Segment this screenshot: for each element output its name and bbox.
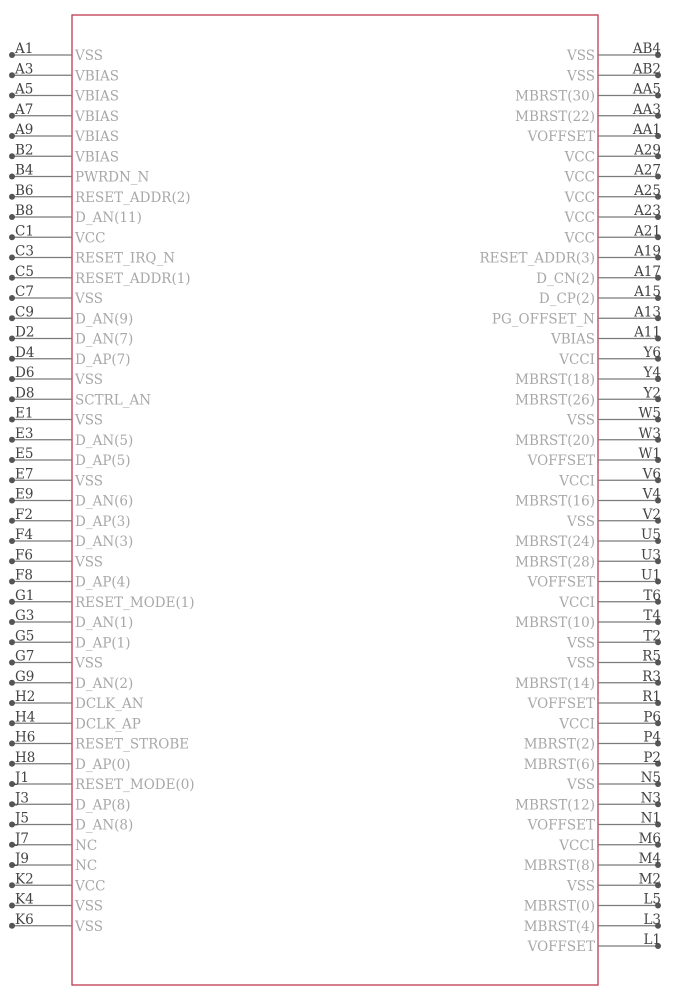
pin-name-label: D_AP(7) [75,351,131,368]
pin-name-label: MBRST(0) [523,898,595,915]
pin-name-label: VCC [564,189,595,206]
pin-name-label: PG_OFFSET_N [491,311,595,328]
pin-r1[interactable] [527,689,661,712]
pin-number: AB2 [632,61,661,78]
pin-name-label: VOFFSET [527,453,595,469]
pin-number: F6 [15,547,33,564]
pin-number: A27 [634,162,661,179]
pin-number: J7 [15,830,30,847]
pin-u5[interactable] [515,527,661,550]
pin-number: C9 [15,304,34,321]
pin-n3[interactable] [515,790,661,813]
pin-name-label: RESET_STROBE [75,736,190,753]
pin-name-label: RESET_ADDR(2) [75,189,191,206]
pin-number: P4 [643,729,661,746]
pin-name-label: VBIAS [75,88,120,105]
pin-number: P6 [643,709,661,726]
pin-v4[interactable] [515,487,661,510]
pin-number: D6 [15,365,35,381]
pin-c5[interactable] [9,264,191,287]
pin-number: F8 [15,567,33,584]
pin-number: W5 [638,405,661,422]
pin-number: U5 [641,527,661,543]
pin-g1[interactable] [9,588,195,611]
pin-number: G9 [15,668,35,685]
pin-name-label: VSS [566,68,595,85]
pin-number: A7 [15,101,34,118]
pin-number: A25 [634,182,661,199]
pin-name-label: RESET_ADDR(3) [479,250,595,267]
pin-number: H4 [15,709,36,726]
pin-number: D4 [15,344,35,361]
pin-name-label: VBIAS [75,149,120,166]
pin-number: Y6 [643,344,661,361]
pin-number: Y2 [643,385,661,402]
pin-p4[interactable] [524,730,661,753]
pin-u1[interactable] [527,568,661,591]
pin-number: A17 [634,263,661,280]
pin-name-label: MBRST(26) [515,392,595,409]
pin-number: J1 [15,770,30,786]
pin-number: G1 [15,587,35,604]
pin-number: K4 [15,891,34,908]
pin-c3[interactable] [9,244,175,267]
pin-name-label: D_AN(2) [75,675,134,692]
pin-number: R5 [642,648,661,665]
pin-name-label: MBRST(20) [515,432,595,449]
pin-name-label: SCTRL_AN [75,392,152,409]
pin-name-label: VSS [75,918,104,935]
pin-name-label: VCCI [559,716,595,733]
pin-number: B6 [15,182,34,199]
pin-name-label: MBRST(22) [515,108,595,125]
pin-name-label: VSS [566,513,595,530]
pin-name-label: D_AP(0) [75,756,131,773]
pin-number: W1 [638,446,661,462]
pin-number: A19 [634,243,661,260]
right-pin-column [479,41,661,955]
pin-number: A3 [15,61,34,78]
pin-name-label: MBRST(2) [523,736,595,753]
pin-l3[interactable] [524,912,661,935]
pin-number: L1 [643,932,661,948]
pin-number: E9 [15,486,34,503]
pin-number: B8 [15,203,34,219]
pin-name-label: MBRST(16) [515,493,595,510]
pin-name-label: NC [75,858,98,874]
pin-number: R3 [642,668,661,685]
pin-number: E5 [15,446,34,462]
pin-number: B4 [15,162,34,179]
pin-number: AA1 [632,122,661,138]
pin-number: H6 [15,729,36,746]
pin-name-label: MBRST(12) [515,797,595,814]
pin-name-label: MBRST(8) [523,858,595,874]
pin-number: L5 [643,891,661,908]
pin-number: V2 [642,506,661,523]
pin-l1[interactable] [527,932,661,955]
pin-k6[interactable] [9,912,103,935]
pin-name-label: VSS [566,412,595,429]
pin-name-label: NC [75,837,98,854]
pin-name-label: MBRST(30) [515,88,595,105]
pin-number: E1 [15,405,34,422]
pin-name-label: MBRST(4) [523,918,595,935]
pin-name-label: VCC [564,149,595,166]
pin-number: A5 [15,81,34,98]
pin-name-label: VBIAS [75,108,120,125]
pin-name-label: MBRST(18) [515,372,595,388]
pin-b6[interactable] [9,183,191,206]
pin-name-label: VCC [564,169,595,186]
pin-number: A11 [634,324,661,341]
pin-name-label: D_AN(11) [75,210,142,226]
pin-name-label: VBIAS [550,331,595,348]
pin-name-label: RESET_MODE(0) [75,777,195,793]
pin-name-label: VSS [75,372,104,388]
pin-name-label: VCC [75,230,106,247]
pin-number: N3 [640,790,661,807]
pin-name-label: PWRDN_N [75,169,150,186]
pin-number: M4 [638,851,661,867]
pin-number: C1 [15,223,34,240]
pin-name-label: D_AP(3) [75,513,131,530]
pin-name-label: D_CN(2) [536,270,595,287]
pin-name-label: D_AN(7) [75,331,134,348]
pin-number: D2 [15,324,35,341]
pin-name-label: RESET_MODE(1) [75,594,195,611]
pin-number: U3 [641,547,661,564]
pin-r3[interactable] [515,669,661,692]
pin-number: Y4 [643,365,661,381]
pin-w1[interactable] [527,446,661,469]
pin-number: R1 [642,689,661,705]
pin-name-label: VSS [566,655,595,672]
pin-number: F4 [15,527,33,543]
pin-name-label: D_AN(8) [75,817,134,834]
pin-number: AB4 [632,41,661,57]
pin-name-label: D_AN(5) [75,432,134,449]
pin-name-label: VOFFSET [527,574,595,591]
pin-number: L3 [643,911,661,928]
pin-number: AA3 [632,101,661,118]
pin-name-label: VOFFSET [527,129,595,145]
pin-number: T4 [643,608,661,624]
pin-name-label: D_AN(9) [75,311,134,328]
pin-number: M2 [638,871,661,888]
pin-number: A29 [634,142,661,159]
pin-y4[interactable] [515,365,661,388]
pin-u3[interactable] [515,547,661,570]
pin-name-label: VBIAS [75,68,120,85]
pin-name-label: MBRST(10) [515,615,595,631]
pin-number: A15 [634,284,661,300]
left-pin-column [9,41,195,935]
pin-name-label: VSS [75,473,104,490]
pin-name-label: MBRST(28) [515,554,595,571]
pin-number: G5 [15,628,35,645]
pin-name-label: D_AN(6) [75,493,134,510]
pin-number: T6 [643,587,661,604]
pin-t4[interactable] [515,608,661,631]
pin-number: H2 [15,689,36,705]
pin-name-label: VSS [566,635,595,652]
pin-number: P2 [643,749,661,766]
pin-number: A13 [634,304,661,321]
pin-name-label: MBRST(14) [515,675,595,692]
pin-number: F2 [15,506,33,523]
pin-name-label: D_AP(5) [75,453,131,469]
pin-number: A1 [15,41,34,57]
pin-number: T2 [643,628,661,645]
pin-name-label: VSS [75,898,104,915]
pin-number: J3 [15,790,30,807]
pin-name-label: VSS [75,655,104,672]
pin-name-label: VOFFSET [527,817,595,834]
pin-name-label: RESET_IRQ_N [75,250,176,267]
pin-name-label: VBIAS [75,129,120,145]
pin-number: K2 [15,871,34,888]
pin-name-label: VSS [75,291,104,307]
pin-name-label: D_AN(1) [75,615,134,631]
pin-name-label: VCCI [559,351,595,368]
pin-name-label: VSS [75,412,104,429]
pin-name-label: D_CP(2) [538,291,595,307]
pin-number: AA5 [632,81,661,98]
pin-name-label: VSS [566,48,595,64]
pin-name-label: VCC [564,210,595,226]
pin-h6[interactable] [9,730,189,753]
pin-number: C5 [15,263,34,280]
pin-name-label: VOFFSET [527,696,595,712]
pin-number: J5 [15,810,30,827]
pin-number: B2 [15,142,34,159]
pin-number: V4 [642,486,661,503]
pin-name-label: VCCI [559,594,595,611]
pin-number: C7 [15,284,34,300]
pin-name-label: VCCI [559,837,595,854]
pin-number: E3 [15,425,34,442]
pin-number: V6 [642,466,661,483]
pin-number: C3 [15,243,34,260]
pin-name-label: MBRST(6) [523,756,595,773]
pin-number: G3 [15,608,35,624]
pin-name-label: VOFFSET [527,939,595,955]
pin-number: W3 [638,425,661,442]
pin-name-label: D_AP(8) [75,797,131,814]
pin-number: M6 [638,830,661,847]
pin-name-label: D_AP(1) [75,635,131,652]
pin-number: N5 [640,770,661,786]
pin-number: A23 [634,203,661,219]
pin-name-label: VSS [75,554,104,571]
pin-number: A21 [634,223,661,240]
pin-number: N1 [640,810,661,827]
pin-j1[interactable] [9,770,195,793]
pin-name-label: MBRST(24) [515,534,595,550]
pin-name-label: RESET_ADDR(1) [75,270,191,287]
pin-number: U1 [641,567,661,584]
pin-name-label: VCC [75,878,106,895]
pin-name-label: VSS [75,48,104,64]
pin-number: E7 [15,466,34,483]
pin-name-label: D_AN(3) [75,534,134,550]
pin-name-label: DCLK_AP [75,716,141,733]
pin-number: G7 [15,648,35,665]
pin-number: H8 [15,749,36,766]
pin-name-label: VSS [566,777,595,793]
pin-name-label: VSS [566,878,595,895]
pin-name-label: DCLK_AN [75,696,144,712]
pin-name-label: VCCI [559,473,595,490]
pin-name-label: VCC [564,230,595,247]
pin-number: K6 [15,911,34,928]
pin-number: J9 [15,851,30,867]
pin-number: D8 [15,385,35,402]
pin-name-label: D_AP(4) [75,574,131,591]
pin-number: A9 [15,122,34,138]
pin-l5[interactable] [524,892,661,915]
